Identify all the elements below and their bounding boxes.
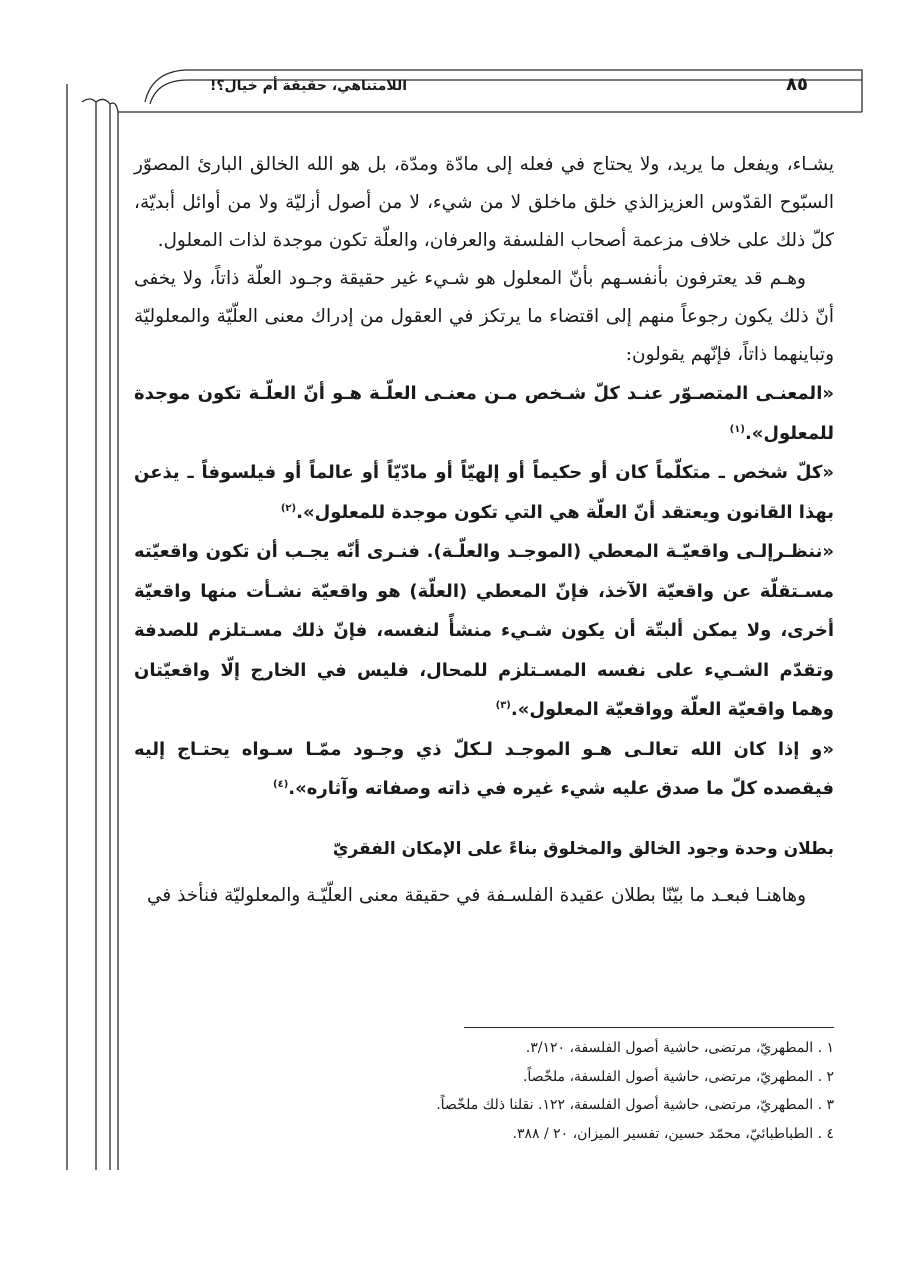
- footnote-item: ١ . المطهريّ، مرتضى، حاشية أصول الفلسفة، ٣/١٢٠.: [525, 1040, 834, 1056]
- footnote-item: ٤ . الطباطبائيّ، محمّد حسين، تفسير الميزان، ٢٠ / ٣٨٨.: [512, 1125, 834, 1142]
- quote-block: [134, 453, 834, 532]
- footnote-ref: (٤): [273, 779, 289, 790]
- section-heading: بطلان وحدة وجود الخالق والمخلوق بناءً على الإمكان الفقريّ: [332, 838, 834, 859]
- footnote-ref: (٣): [495, 700, 511, 711]
- footnote-ref: (٢): [280, 502, 297, 514]
- footnote-divider: [464, 1027, 834, 1028]
- quote-text: «ننظـرإلـى واقعيّـة المعطي (الموجـد والعلّـة). فنـرى أنّه يجـب أن تكون واقعيّته مسـتقلّة عن واقعيّة الآخذ، فإنّ المعطي (العلّة) هو واقعيّة نشـأت منها واقعيّة أخرى، ولا يمكن ألبتّة أن يكون شـيء منشأً لنفسه، فإنّ ذلك مسـتلزم للصدفة وتقدّم الشـيء على نفسه المسـتلزم للمحال، فليس في الخارج إلّا واقعيّتان وهما واقعيّة العلّة وواقعيّة المعلول».: [134, 541, 834, 720]
- footnotes: [134, 1027, 834, 1148]
- paragraph: وهاهنـا فبعـد ما بيّنّا بطلان عقيدة الفلسـفة في حقيقة معنى العلّيّـة والمعلوليّة فنأخذ في: [146, 884, 806, 906]
- quote-block: [134, 532, 834, 730]
- paragraph: يشـاء، ويفعل ما يريد، ولا يحتاج في فعله إلى مادّة ومدّة، بل هو الله الخالق البارئ المصوّر السبّوح القدّوس العزيزالذي خلق ماخلق لا من شيء، لا من أصول أزليّة ولا من أوائل أبديّة، كلّ ذلك على خلاف مزعمة أصحاب الفلسفة والعرفان، والعلّة تكون موجدة لذات المعلول.: [134, 154, 834, 251]
- quote-text: «و إذا كان الله تعالـى هـو الموجـد لـكلّ ذي وجـود ممّـا سـواه يحتـاج إليه فيقصده كلّ ما صدق عليه شيء غيره في ذاته وصفاته وآثاره».: [134, 738, 834, 799]
- footnote-item: ٣ . المطهريّ، مرتضى، حاشية أصول الفلسفة، ١٢٢. نقلنا ذلك ملخّصاً.: [436, 1097, 834, 1113]
- quote-text: «كلّ شخص ـ متكلّماً كان أو حكيماً أو إلهيّاً أو مادّيّاً أو عالماً أو فيلسوفاً ـ يذعن بهذا القانون ويعتقد أنّ العلّة هي التي تكون موجدة للمعلول».: [134, 462, 834, 523]
- quote-block: [134, 374, 834, 453]
- quote-block: [134, 730, 834, 809]
- quote-text: «المعنـى المتصـوّر عنـد كلّ شـخص مـن معنـى العلّـة هـو أنّ العلّـة تكون موجدة للمعلول».: [134, 383, 834, 444]
- footnote-item: ٢ . المطهريّ، مرتضى، حاشية أصول الفلسفة، ملخّصاً.: [522, 1068, 834, 1085]
- main-text: [134, 146, 834, 915]
- running-title: اللامتناهي، حقيقة أم خيال؟!: [210, 78, 408, 94]
- footnote-ref: (١): [729, 423, 745, 435]
- page-number: ٨٥: [786, 74, 808, 95]
- paragraph: وهـم قد يعترفون بأنفسـهم بأنّ المعلول هو شـيء غير حقيقة وجـود العلّة ذاتاً، ولا يخفى أنّ ذلك يكون رجوعاً منهم إلى اقتضاء ما يرتكز في العقول من إدراك معنى العلّيّة والمعلوليّة وتباينهما ذاتاً، فإنّهم يقولون:: [134, 268, 834, 365]
